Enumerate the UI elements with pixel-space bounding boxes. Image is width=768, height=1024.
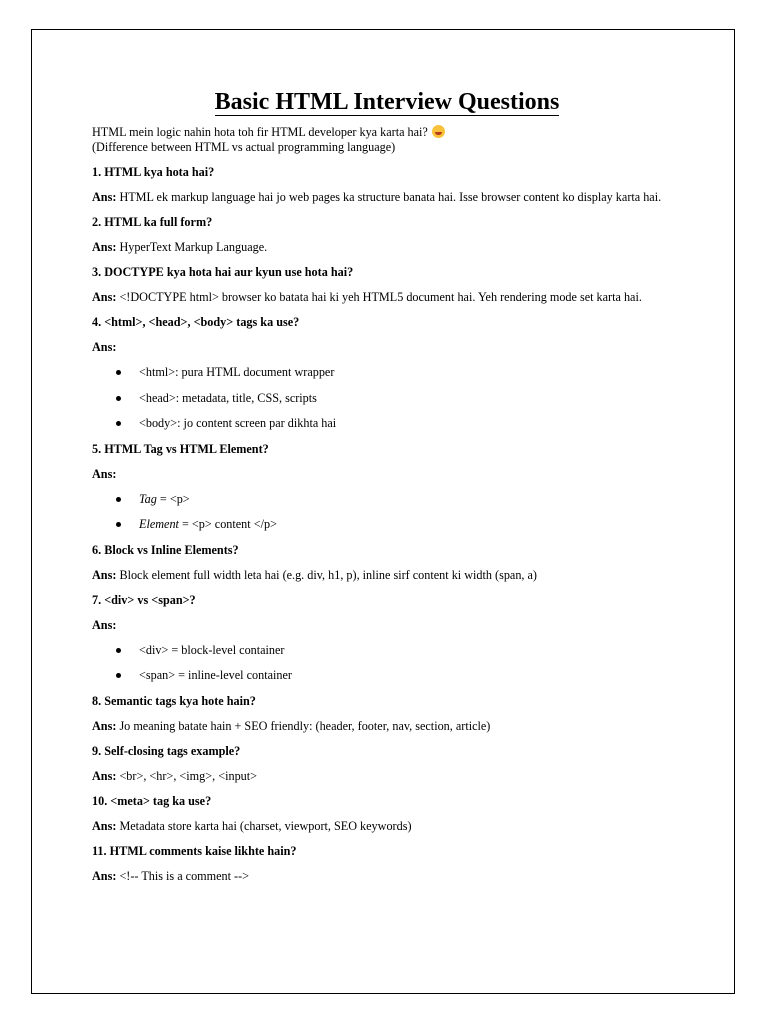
answer-7 bbox=[92, 618, 682, 633]
intro-line-1: HTML mein logic nahin hota toh fir HTML developer kya karta hai? bbox=[92, 125, 428, 139]
grinning-sweat-emoji-icon bbox=[432, 125, 445, 138]
answer-7-list bbox=[92, 643, 682, 684]
question-7: 7. <div> vs <span>? bbox=[92, 592, 196, 607]
list-item: <body>: jo content screen par dikhta hai bbox=[92, 416, 682, 431]
question-3: 3. DOCTYPE kya hota hai aur kyun use hota hai? bbox=[92, 265, 354, 279]
list-item: <span> = inline-level container bbox=[92, 668, 682, 683]
question-10: 10. <meta> tag ka use? bbox=[92, 793, 212, 808]
term-element: Element bbox=[139, 517, 179, 531]
question-6: 6. Block vs Inline Elements? bbox=[92, 542, 239, 557]
ans-label: Ans: bbox=[92, 617, 117, 632]
document-body bbox=[92, 88, 682, 894]
list-item: Tag = <p> bbox=[92, 492, 682, 507]
answer-8: Ans: Jo meaning batate hain + SEO friendly: (header, footer, nav, section, article) bbox=[92, 718, 491, 733]
question-4: 4. <html>, <head>, <body> tags ka use? bbox=[92, 315, 300, 329]
answer-1: Ans: HTML ek markup language hai jo web pages ka structure banata hai. Isse browser content ko display karta hai. bbox=[92, 190, 662, 204]
question-5: 5. HTML Tag vs HTML Element? bbox=[92, 441, 269, 456]
ans-label: Ans: bbox=[92, 718, 117, 733]
answer-11: Ans: <!-- This is a comment --> bbox=[92, 868, 250, 883]
answer-4-list bbox=[92, 365, 682, 431]
intro bbox=[92, 125, 682, 155]
answer-4 bbox=[92, 340, 682, 355]
list-item: <head>: metadata, title, CSS, scripts bbox=[92, 391, 682, 406]
list-item: Element = <p> content </p> bbox=[92, 517, 682, 532]
question-9: 9. Self-closing tags example? bbox=[92, 743, 241, 758]
answer-10: Ans: Metadata store karta hai (charset, viewport, SEO keywords) bbox=[92, 818, 412, 833]
ans-label: Ans: bbox=[92, 190, 117, 204]
answer-5-list bbox=[92, 492, 682, 533]
question-2: 2. HTML ka full form? bbox=[92, 215, 213, 229]
answer-6: Ans: Block element full width leta hai (e.g. div, h1, p), inline sirf content ki width (span, a) bbox=[92, 567, 537, 582]
term-tag: Tag bbox=[139, 491, 157, 506]
ans-label: Ans: bbox=[92, 240, 117, 254]
intro-line-2: (Difference between HTML vs actual programming language) bbox=[92, 140, 396, 154]
ans-label: Ans: bbox=[92, 340, 117, 354]
ans-label: Ans: bbox=[92, 466, 117, 481]
list-item: <div> = block-level container bbox=[92, 643, 682, 658]
answer-9: Ans: <br>, <hr>, <img>, <input> bbox=[92, 768, 258, 783]
question-11: 11. HTML comments kaise likhte hain? bbox=[92, 843, 297, 858]
question-8: 8. Semantic tags kya hote hain? bbox=[92, 693, 256, 708]
list-item: <html>: pura HTML document wrapper bbox=[92, 365, 682, 380]
document-title: Basic HTML Interview Questions bbox=[214, 89, 560, 115]
answer-2: Ans: HyperText Markup Language. bbox=[92, 240, 268, 254]
answer-5 bbox=[92, 467, 682, 482]
ans-label: Ans: bbox=[92, 567, 117, 582]
ans-label: Ans: bbox=[92, 768, 117, 783]
ans-label: Ans: bbox=[92, 818, 117, 833]
answer-3: Ans: <!DOCTYPE html> browser ko batata hai ki yeh HTML5 document hai. Yeh rendering mode set karta hai. bbox=[92, 290, 642, 304]
ans-label: Ans: bbox=[92, 290, 117, 304]
ans-label: Ans: bbox=[92, 868, 117, 883]
question-1: 1. HTML kya hota hai? bbox=[92, 165, 215, 179]
